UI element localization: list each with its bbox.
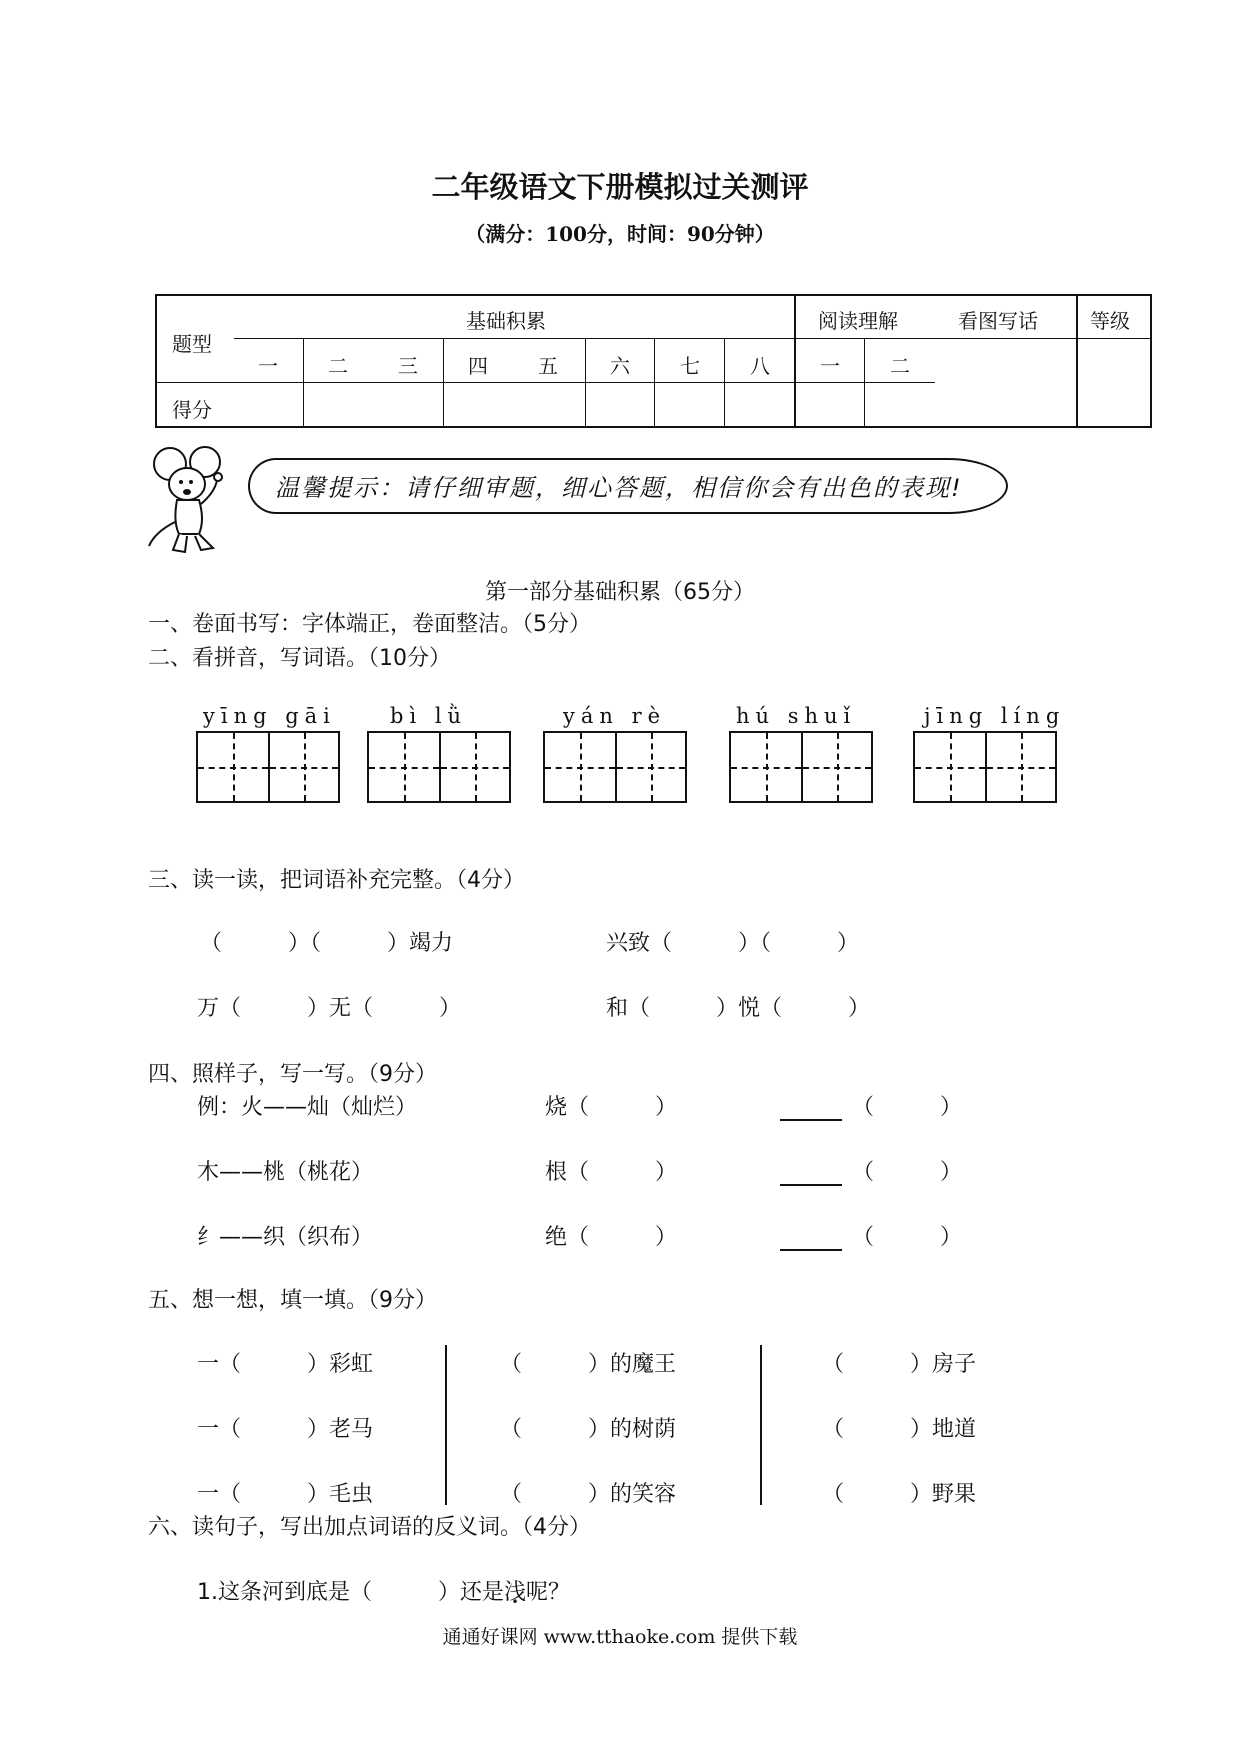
part1-heading: 第一部分基础积累（65分）	[485, 580, 755, 605]
table-col-4: 四	[468, 354, 488, 378]
q5-c2-3[interactable]: （ ）的笑容	[500, 1482, 677, 1507]
q5-c1-2[interactable]: 一（ ）老马	[197, 1417, 374, 1442]
q3-item-1[interactable]: （ ）（ ）竭力	[200, 931, 454, 956]
table-col-3: 三	[398, 354, 418, 378]
q5-c3-2[interactable]: （ ）地道	[822, 1417, 977, 1442]
table-group-writing: 看图写话	[958, 309, 1038, 333]
q4-char-2[interactable]: 根（ ）	[545, 1160, 678, 1185]
tianzi-grid-5[interactable]	[913, 731, 1057, 803]
page-subtitle: （满分：100分，时间：90分钟）	[465, 222, 775, 246]
q6-dotted-word: 浅	[504, 1580, 527, 1605]
q4-char-1[interactable]: 烧（ ）	[545, 1095, 678, 1120]
q3-item-2[interactable]: 兴致（ ）（ ）	[606, 931, 860, 956]
tip-text: 温馨提示：请仔细审题，细心答题，相信你会有出色的表现!	[275, 474, 963, 502]
pinyin-1: yīng gāi	[203, 704, 336, 728]
q5-c1-1[interactable]: 一（ ）彩虹	[197, 1352, 374, 1377]
table-group-grade: 等级	[1090, 309, 1130, 333]
table-col-r2: 二	[890, 354, 910, 378]
table-col-2: 二	[328, 354, 348, 378]
mouse-mascot-icon	[145, 442, 245, 562]
q4-char-3[interactable]: 绝（ ）	[545, 1225, 678, 1250]
tianzi-grid-4[interactable]	[729, 731, 873, 803]
table-col-6: 六	[610, 354, 630, 378]
tianzi-grid-2[interactable]	[367, 731, 511, 803]
table-label-score: 得分	[172, 398, 212, 422]
table-col-1: 一	[258, 354, 278, 378]
table-group-basic: 基础积累	[466, 309, 546, 333]
q3-item-3[interactable]: 万（ ）无（ ）	[197, 996, 462, 1021]
q2-title: 二、看拼音，写词语。（10分）	[148, 646, 451, 671]
table-col-r1: 一	[820, 354, 840, 378]
q3-title: 三、读一读，把词语补充完整。（4分）	[148, 868, 525, 893]
table-label-type: 题型	[172, 332, 212, 356]
q4-answer-3[interactable]: （ ）	[780, 1220, 962, 1251]
q4-example-1: 例：火——灿（灿烂）	[197, 1095, 418, 1120]
q4-answer-1[interactable]: （ ）	[780, 1090, 962, 1121]
footer-credit: 通通好课网 www.tthaoke.com 提供下载	[442, 1626, 798, 1648]
q4-example-2: 木——桃（桃花）	[197, 1160, 374, 1185]
table-group-reading: 阅读理解	[818, 309, 898, 333]
tianzi-grid-3[interactable]	[543, 731, 687, 803]
q5-c3-1[interactable]: （ ）房子	[822, 1352, 977, 1377]
q5-c3-3[interactable]: （ ）野果	[822, 1482, 977, 1507]
page-title: 二年级语文下册模拟过关测评	[431, 170, 809, 204]
q4-answer-2[interactable]: （ ）	[780, 1155, 962, 1186]
q6-title: 六、读句子，写出加点词语的反义词。（4分）	[148, 1515, 591, 1540]
q4-example-3: 纟——织（织布）	[197, 1225, 374, 1250]
pinyin-4: hú shuǐ	[736, 704, 857, 728]
tianzi-grid-1[interactable]	[196, 731, 340, 803]
q5-title: 五、想一想，填一填。（9分）	[148, 1288, 437, 1313]
table-col-8: 八	[750, 354, 770, 378]
pinyin-5: jīng líng	[924, 704, 1066, 728]
pinyin-2: bì lǜ	[390, 704, 468, 728]
pinyin-3: yán rè	[563, 704, 667, 728]
q6-sentence-1[interactable]: 1.这条河到底是（ ）还是浅呢？	[197, 1575, 570, 1606]
q5-c2-2[interactable]: （ ）的树荫	[500, 1417, 677, 1442]
q5-c2-1[interactable]: （ ）的魔王	[500, 1352, 677, 1377]
q4-title: 四、照样子，写一写。（9分）	[148, 1062, 437, 1087]
q1-title: 一、卷面书写：字体端正，卷面整洁。（5分）	[148, 612, 591, 637]
q3-item-4[interactable]: 和（ ）悦（ ）	[606, 996, 871, 1021]
q5-c1-3[interactable]: 一（ ）毛虫	[197, 1482, 374, 1507]
table-col-7: 七	[680, 354, 700, 378]
table-col-5: 五	[538, 354, 558, 378]
